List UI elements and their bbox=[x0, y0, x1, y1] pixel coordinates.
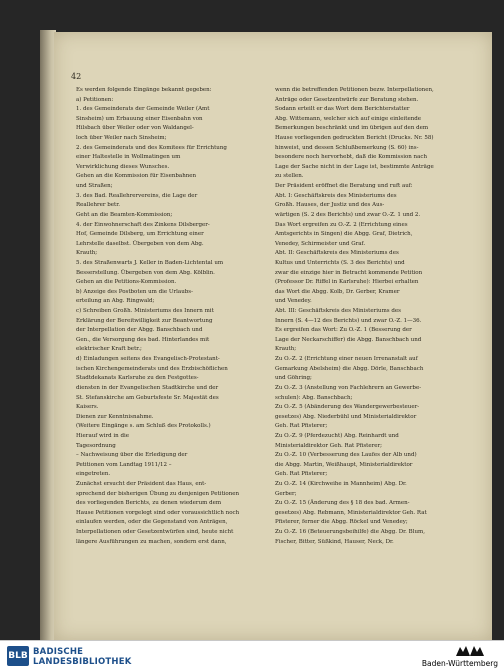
text-line: St. Stefanskirche am Geburtsfeste Sr. Majestät des bbox=[76, 394, 219, 401]
text-line: Lage der Sache nicht in der Lage ist, bestimmte Anträge bbox=[275, 163, 434, 170]
text-line: Gemarkung Abelsheim) die Abgg. Dörle, Banschbach bbox=[275, 365, 424, 372]
scanned-page bbox=[54, 32, 492, 640]
left-text-column bbox=[76, 86, 276, 547]
text-line: Kultus und Unterrichts (S. 3 des Berichts) und bbox=[275, 259, 405, 266]
text-line: Petitionen vom Landtag 1911/12 – bbox=[76, 461, 172, 468]
text-line: der Interpellation der Abgg. Banschbach und bbox=[76, 327, 203, 334]
text-line: Gen., die Versorgung des bad. Hinterlandes mit bbox=[76, 336, 210, 343]
text-line: Geht an die Beamten-Kommission; bbox=[76, 211, 173, 218]
text-line: Sinsheim) um Erbauung einer Eisenbahn von bbox=[76, 115, 203, 122]
text-line: Zu O.-Z. 3 (Anstellung von Fachlehrern an Gewerbe- bbox=[275, 384, 422, 391]
text-line: 1. des Gemeinderats der Gemeinde Weiler (Amt bbox=[76, 106, 210, 113]
text-line: erteilung an Abg. Ringwald; bbox=[76, 298, 155, 305]
text-line: Gehen an die Kommission für Eisenbahnen bbox=[76, 173, 197, 180]
text-line: Pfisterer, ferner die Abgg. Röckel und Venedey; bbox=[275, 519, 408, 526]
text-line: b) Anzeige des Postboten um die Urlaubs- bbox=[76, 288, 193, 295]
text-line: längere Ausführungen zu machen, sondern erst dann, bbox=[76, 538, 227, 545]
text-line: Hause Petitionen vorgelegt sind oder voraussichtlich noch bbox=[76, 509, 240, 516]
text-line: die Abgg. Martin, Weißhaupt, Ministerialdirektor bbox=[275, 461, 413, 468]
text-line: (Weitere Eingänge s. am Schluß des Protokolls.) bbox=[76, 423, 211, 430]
text-line: elektrischer Kraft betr.; bbox=[76, 346, 142, 353]
text-line: Lehrstelle daselbst. Übergeben von dem Abg. bbox=[76, 240, 204, 247]
text-line: Fischer, Bitter, Süßkind, Hauser, Neck, Dr. bbox=[275, 538, 394, 545]
text-line: das Wort die Abgg. Kolb, Dr. Gerber, Kramer bbox=[275, 288, 400, 295]
blb-logo-icon[interactable]: BLB bbox=[7, 646, 29, 666]
text-line: besondere noch hervorhebt, daß die Kommission nach bbox=[275, 154, 427, 161]
text-line: Zu O.-Z. 5 (Abänderung des Wandergewerbesteuer- bbox=[275, 404, 420, 411]
text-line: Stadtdekanats Karlsruhe zu den Festgottes- bbox=[76, 375, 199, 382]
text-line: und Göhring; bbox=[275, 375, 312, 382]
text-line: loch über Weiler nach Sinsheim; bbox=[76, 135, 167, 142]
text-line: Anträge oder Gesetzentwürfe zur Beratung stehen. bbox=[275, 96, 419, 103]
text-line: Hof, Gemeinde Dilsberg, um Errichtung einer bbox=[76, 231, 204, 238]
text-line: Venedey, Schirmeister und Graf. bbox=[275, 240, 366, 247]
text-line: Zu O.-Z. 15 (Änderung des § 18 des bad. Armen- bbox=[275, 500, 410, 507]
text-line: zu stellen. bbox=[275, 173, 304, 180]
text-line: Amtsgerichts in Singen) die Abgg. Graf, Dietrich, bbox=[275, 231, 413, 238]
text-line: eingetreten. bbox=[76, 471, 111, 478]
text-line: gesetzes) Abg. Rebmann, Ministerialdirektor Geh. Rat bbox=[275, 509, 427, 516]
text-line: Dienen zur Kenntnisnahme. bbox=[76, 413, 154, 420]
text-line: und Straßen; bbox=[76, 183, 113, 190]
text-line: Abt. I: Geschäftskreis des Ministeriums des bbox=[275, 192, 397, 199]
text-line: 5. des Straßenwarts J. Keller in Baden-Lichtental um bbox=[76, 259, 224, 266]
text-line: Abt. III: Geschäftskreis des Ministeriums des bbox=[275, 308, 401, 315]
text-line: Krauth; bbox=[275, 346, 297, 353]
text-line: Gehen an die Petitions-Kommission. bbox=[76, 279, 177, 286]
state-label: Baden-Württemberg bbox=[421, 659, 498, 668]
baden-wuerttemberg-lions-icon bbox=[452, 644, 488, 658]
text-line: des vorliegenden Berichts, zu denen wiederum dem bbox=[76, 500, 222, 507]
text-line: schulen): Abg. Banschbach; bbox=[275, 394, 353, 401]
text-line: Sodann erteilt er das Wort dem Berichterstatter bbox=[275, 106, 410, 113]
text-line: Kaisers. bbox=[76, 404, 99, 411]
library-name-line1[interactable]: BADISCHE bbox=[33, 647, 84, 657]
text-line: einlaufen werden, oder die Gegenstand von Anträgen, bbox=[76, 519, 228, 526]
text-line: Großh. Hauses, der Justiz und des Aus- bbox=[275, 202, 385, 209]
text-line: d) Einladungen seitens des Evangelisch-Protestant- bbox=[76, 356, 220, 363]
text-line: Es ergreifen das Wort: Zu O.-Z. 1 (Besserung der bbox=[275, 327, 412, 334]
text-line: Der Präsident eröffnet die Beratung und ruft auf: bbox=[275, 183, 413, 190]
text-line: Zu O.-Z. 2 (Errichtung einer neuen Irrenanstalt auf bbox=[275, 356, 418, 363]
text-line: Hierauf wird in die bbox=[76, 432, 129, 439]
text-line: 3. des Bad. Reallehrervereins, die Lage der bbox=[76, 192, 198, 199]
text-line: zwar die einzige hier in Betracht kommende Petition bbox=[275, 269, 423, 276]
text-line: hinweist, und dessen Schlußbemerkung (S. 60) ins- bbox=[275, 144, 419, 151]
text-line: Hilsbach über Weiler oder von Waldangel- bbox=[76, 125, 194, 132]
text-line: Ministerialdirektor Geh. Rat Pfisterer; bbox=[275, 442, 383, 449]
text-line: diensten in der Evangelischen Stadtkirche und der bbox=[76, 384, 219, 391]
text-line: Zu O.-Z. 16 (Beteuerungsbeihilfe) die Abgg. Dr. Blum, bbox=[275, 529, 425, 536]
text-line: c) Schreiben Großh. Ministeriums des Innern mit bbox=[76, 308, 214, 315]
text-line: Innern (S. 4—12 des Berichts) und zwar O.-Z. 1—36. bbox=[275, 317, 422, 324]
text-line: Gerber; bbox=[275, 490, 297, 497]
library-footer bbox=[0, 640, 504, 670]
text-line: Geh. Rat Pfisterer; bbox=[275, 423, 328, 430]
text-line: 4. der Einwohnerschaft des Zinkens Dilsberger- bbox=[76, 221, 210, 228]
page-number: 42 bbox=[71, 72, 82, 81]
text-line: Krauth; bbox=[76, 250, 98, 257]
text-line: a) Petitionen: bbox=[76, 96, 114, 103]
text-line: wärtigen (S. 2 des Berichts) und zwar O.-Z. 1 und 2. bbox=[275, 211, 421, 218]
text-line: ischen Kirchengemeinderats und des Erzbischöflichen bbox=[76, 365, 228, 372]
text-line: Hause vorliegenden gedruckten Bericht (Drucks. Nr. 58) bbox=[275, 135, 434, 142]
text-line: Abt. II: Geschäftskreis des Ministeriums des bbox=[275, 250, 399, 257]
text-line: 2. des Gemeinderats und des Komitees für Errichtung bbox=[76, 144, 227, 151]
text-line: sprechend der bisherigen Übung zu denjenigen Petitionen bbox=[76, 490, 240, 497]
text-line: Verwirklichung dieses Wunsches. bbox=[76, 163, 170, 170]
text-line: Das Wort ergreifen zu O.-Z. 2 (Errichtung eines bbox=[275, 221, 408, 228]
text-line: Zu O.-Z. 9 (Pferdezucht) Abg. Reinhardt und bbox=[275, 432, 399, 439]
text-line: gesetzes) Abg. Niederbühl und Ministerialdirektor bbox=[275, 413, 417, 420]
text-line: Reallehrer betr. bbox=[76, 202, 121, 209]
text-line: (Professor Dr. Riffel in Karlsruhe): Hierbei erhalten bbox=[275, 279, 419, 286]
right-text-column bbox=[275, 86, 475, 547]
text-line: – Nachweisung über die Erledigung der bbox=[76, 452, 188, 459]
text-line: Lage der Neckarschiffer) die Abgg. Banschbach und bbox=[275, 336, 422, 343]
text-line: wenn die betreffenden Petitionen bezw. Interpellationen, bbox=[275, 87, 434, 93]
text-line: Bemerkungen beschränkt und im übrigen auf den dem bbox=[275, 125, 429, 132]
text-line: Zu O.-Z. 10 (Verbesserung des Laufes der Alb und) bbox=[275, 452, 417, 459]
text-line: Geh. Rat Pfisterer; bbox=[275, 471, 328, 478]
text-line: Erklärung der Bereitwilligkeit zur Beantwortung bbox=[76, 317, 213, 324]
text-line: Besserstellung. Übergeben von dem Abg. Kölblin. bbox=[76, 269, 215, 276]
library-name-line2[interactable]: LANDESBIBLIOTHEK bbox=[33, 657, 132, 667]
text-line: Zunächst ersucht der Präsident das Haus, ent- bbox=[76, 480, 207, 487]
text-line: und Venedey. bbox=[275, 298, 312, 305]
text-line: Zu O.-Z. 14 (Kirchweihe in Mannheim) Abg. Dr. bbox=[275, 480, 407, 487]
text-line: einer Haltestelle in Wollmatingen um bbox=[76, 154, 181, 161]
text-line: Es werden folgende Eingänge bekannt gegeben: bbox=[76, 87, 212, 93]
text-line: Abg. Wittemann, welcher sich auf einige einleitende bbox=[275, 115, 422, 122]
text-line: Tagesordnung bbox=[76, 442, 116, 449]
text-line: Interpellationen oder Gesetzentwürfen sind, heute nicht bbox=[76, 529, 234, 536]
